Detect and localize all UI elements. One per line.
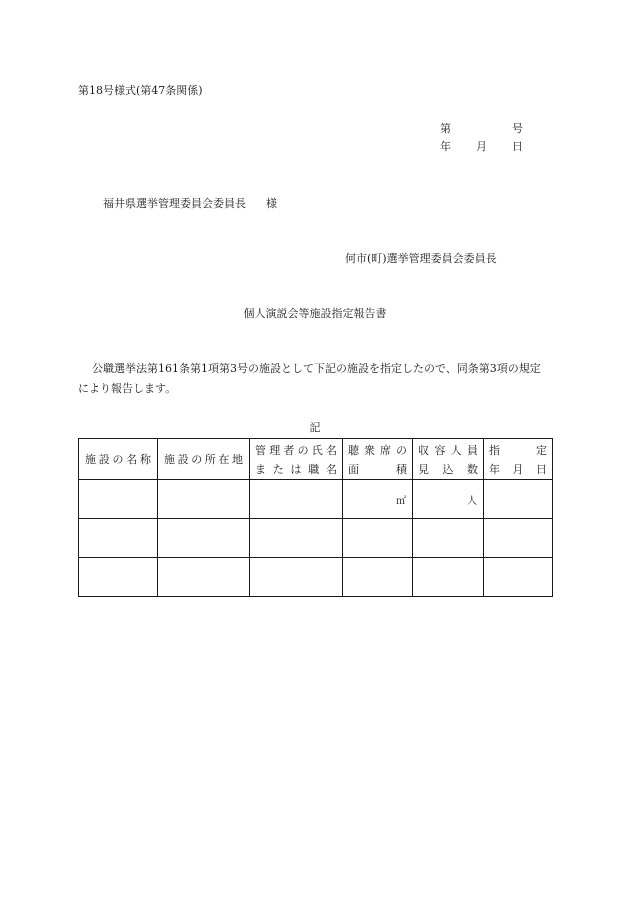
header-manager-line1: 管 理 者 の 氏 名 — [255, 443, 337, 457]
cell-capacity[interactable] — [413, 480, 484, 519]
cell-facility-location[interactable] — [158, 480, 250, 519]
header-designation-year: 年 — [489, 462, 500, 476]
header-capacity-line2: 見 込 数 — [418, 462, 478, 476]
header-seating-men: 面 — [348, 462, 359, 476]
header-facility-name — [79, 439, 158, 480]
header-manager — [250, 439, 343, 480]
recipient-honorific: 様 — [266, 197, 277, 210]
cell-facility-name[interactable] — [79, 519, 158, 558]
header-designation-tei: 定 — [536, 443, 547, 457]
header-facility-location-text: 施 設 の 所 在 地 — [164, 453, 243, 466]
cell-seating-area[interactable] — [343, 519, 413, 558]
cell-manager[interactable] — [250, 558, 343, 597]
cell-manager[interactable] — [250, 519, 343, 558]
date-month-label: 月 — [476, 140, 487, 153]
cell-facility-name[interactable] — [79, 480, 158, 519]
header-designation-shi: 指 — [489, 443, 500, 457]
cell-facility-name[interactable] — [79, 558, 158, 597]
header-designation-date — [484, 439, 553, 480]
area-unit: ㎡ — [396, 495, 406, 507]
header-facility-name-text: 施 設 の 名 称 — [85, 453, 151, 466]
table-header-row — [79, 439, 553, 480]
date-day-label: 日 — [512, 140, 523, 153]
cell-capacity[interactable] — [413, 519, 484, 558]
header-capacity — [413, 439, 484, 480]
table-row — [79, 558, 553, 597]
document-number-suffix: 号 — [512, 122, 523, 135]
table-row — [79, 519, 553, 558]
cell-facility-location[interactable] — [158, 558, 250, 597]
document-title: 個人演説会等施設指定報告書 — [243, 307, 387, 320]
form-number: 第18号様式(第47条関係) — [78, 84, 203, 97]
ki-heading: 記 — [309, 421, 321, 434]
date-year-label: 年 — [440, 140, 451, 153]
header-manager-line2: ま た は 職 名 — [255, 462, 337, 476]
people-unit: 人 — [467, 495, 477, 507]
sender-line: 何市(町)選挙管理委員会委員長 — [345, 252, 497, 265]
cell-designation-date[interactable] — [484, 519, 553, 558]
cell-designation-date[interactable] — [484, 558, 553, 597]
document-number-prefix: 第 — [440, 122, 451, 135]
header-designation-day: 日 — [536, 462, 547, 476]
cell-capacity[interactable] — [413, 558, 484, 597]
cell-seating-area[interactable] — [343, 558, 413, 597]
header-facility-location — [158, 439, 250, 480]
cell-designation-date[interactable] — [484, 480, 553, 519]
header-seating-seki: 積 — [396, 462, 407, 476]
recipient-name: 福井県選挙管理委員会委員長 — [103, 197, 246, 210]
header-designation-month: 月 — [512, 462, 524, 476]
header-capacity-line1: 収 容 人 員 — [418, 443, 478, 457]
body-text: 公職選挙法第161条第1項第3号の施設として下記の施設を指定したので、同条第3項の規定により報告します。 — [78, 362, 541, 395]
header-seating-line1: 聴 衆 席 の — [348, 443, 407, 457]
cell-facility-location[interactable] — [158, 519, 250, 558]
cell-seating-area[interactable] — [343, 480, 413, 519]
header-seating-area — [343, 439, 413, 480]
facility-table — [78, 438, 553, 597]
recipient-line — [103, 195, 277, 211]
cell-manager[interactable] — [250, 480, 343, 519]
table-row — [79, 480, 553, 519]
